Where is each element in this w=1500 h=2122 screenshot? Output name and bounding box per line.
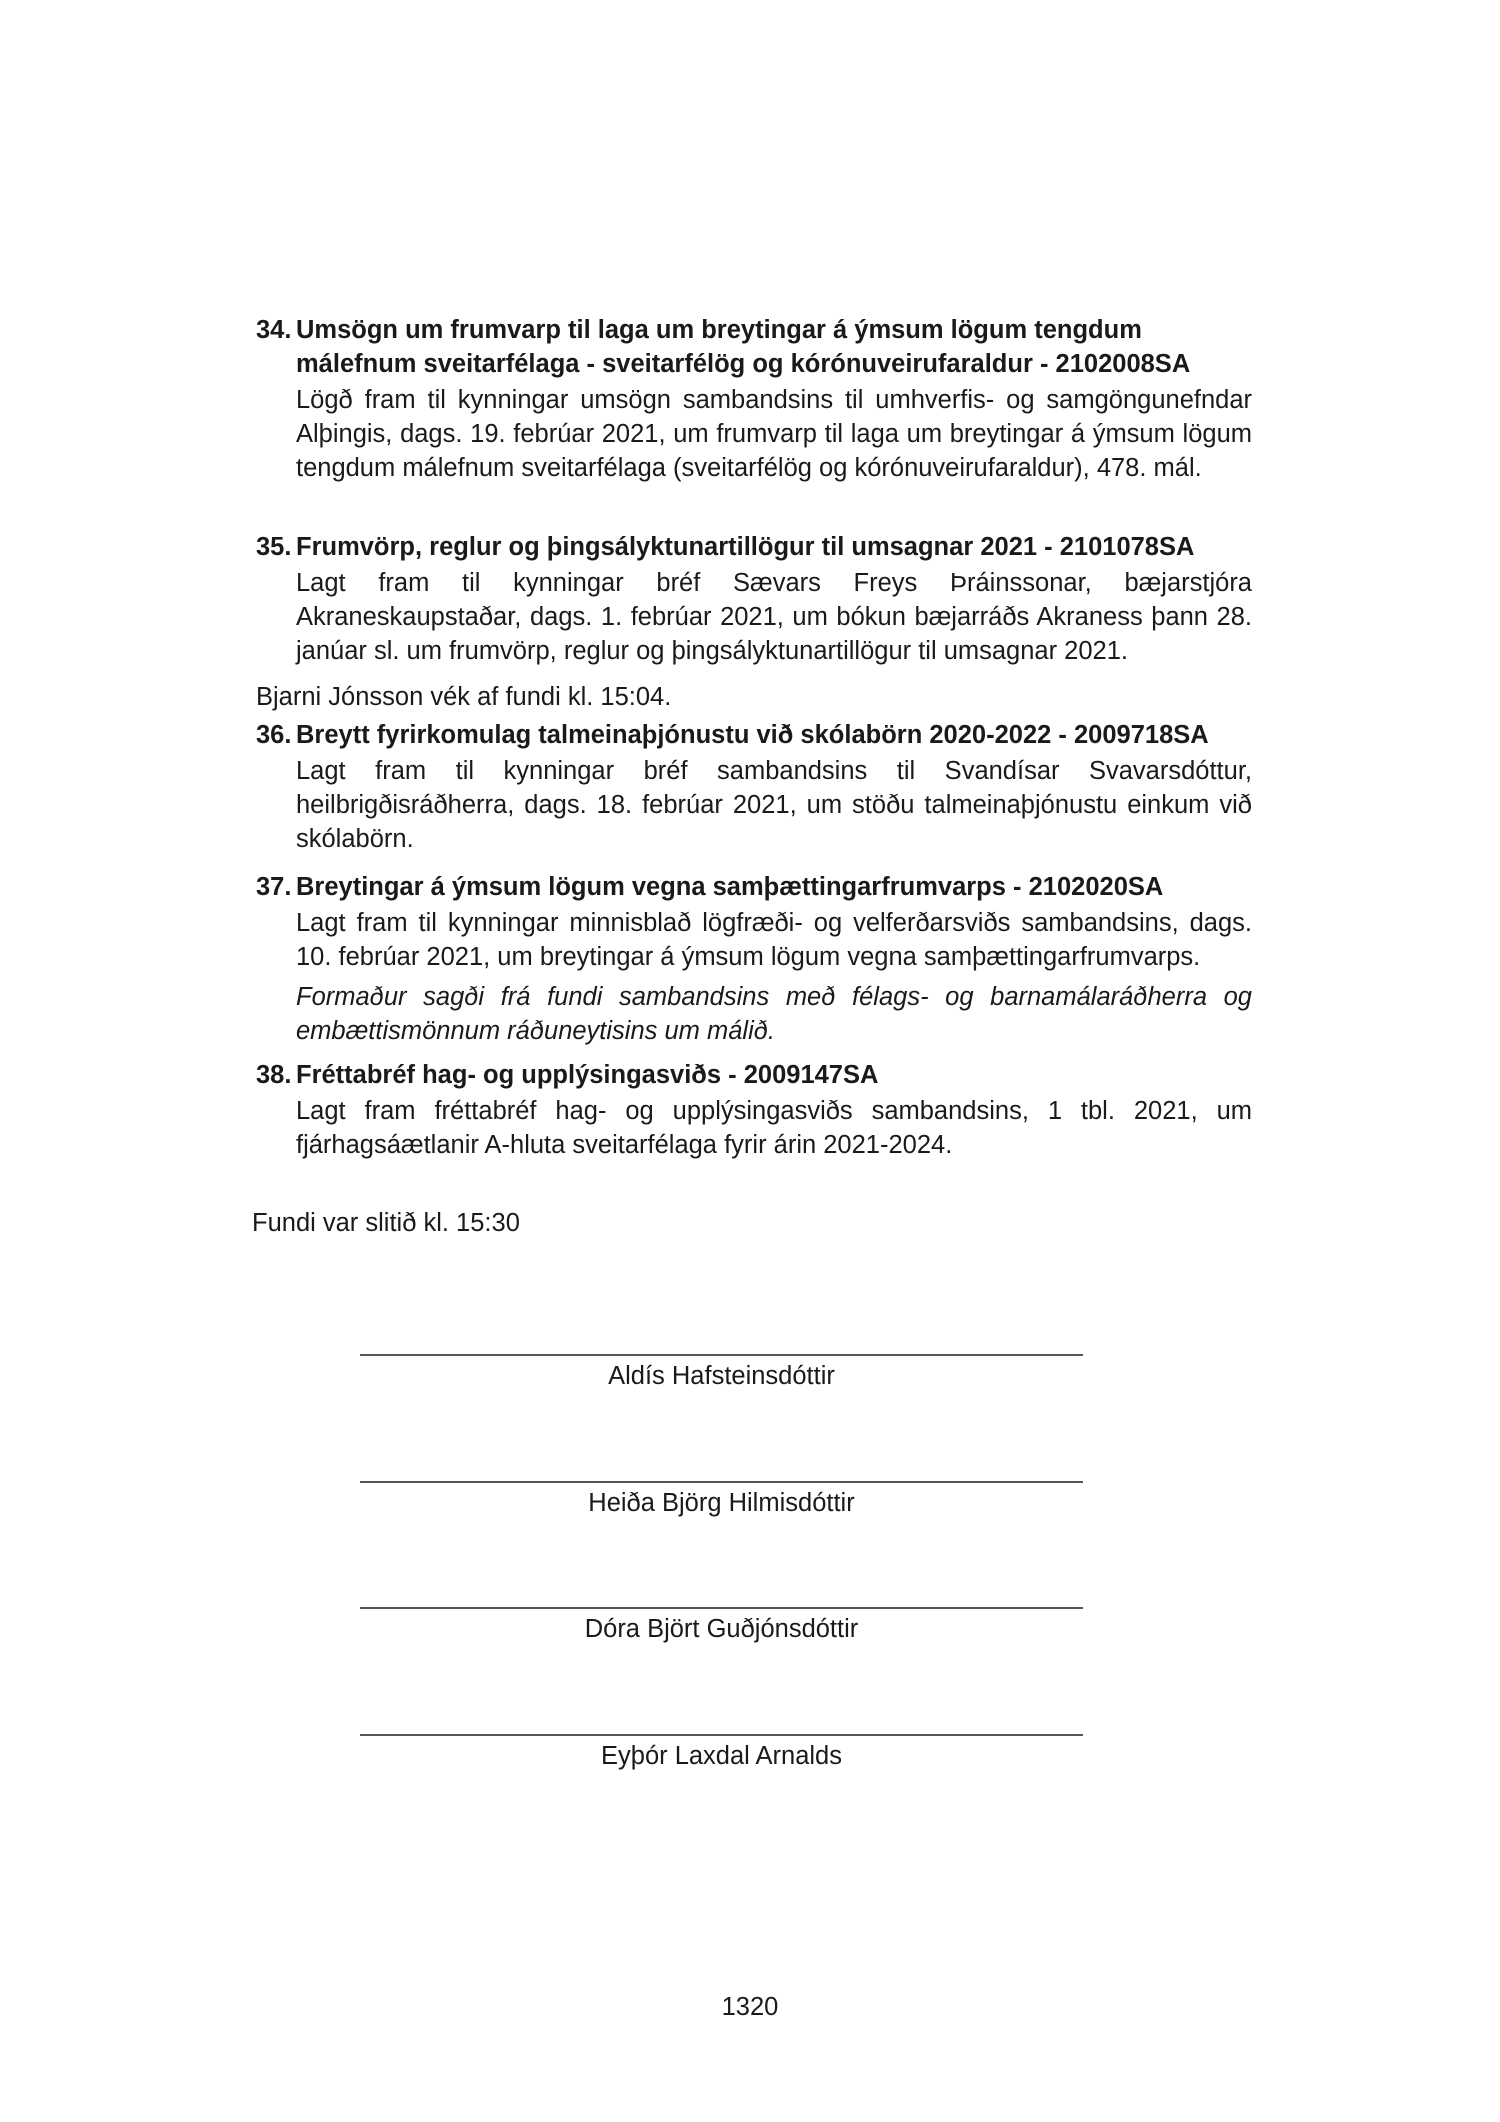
agenda-item-35	[256, 530, 1252, 668]
agenda-item-title: Frumvörp, reglur og þingsályktunartillögur til umsagnar 2021 - 2101078SA	[296, 533, 1195, 561]
agenda-item-number: 36.	[256, 721, 292, 749]
agenda-item-body: Lagt fram til kynningar minnisblað lögfræði- og velferðarsviðs sambandsins, dags. 10. febrúar 2021, um breytingar á ýmsum lögum vegna samþættingarfrumvarps.	[296, 909, 1252, 971]
agenda-item-heading	[256, 530, 1252, 564]
closing-note: Fundi var slitið kl. 15:30	[252, 1209, 520, 1237]
signature-line	[360, 1481, 1083, 1483]
agenda-item-title: Fréttabréf hag- og upplýsingasviðs - 2009147SA	[296, 1061, 879, 1089]
agenda-item-heading	[256, 313, 1252, 381]
departure-note: Bjarni Jónsson vék af fundi kl. 15:04.	[256, 683, 672, 711]
agenda-item-title: Breytingar á ýmsum lögum vegna samþættingarfrumvarps - 2102020SA	[296, 873, 1164, 901]
agenda-item-38	[256, 1058, 1252, 1162]
agenda-item-34	[256, 313, 1252, 485]
agenda-item-title: Breytt fyrirkomulag talmeinaþjónustu við skólabörn 2020-2022 - 2009718SA	[296, 721, 1209, 749]
signature-line	[360, 1354, 1083, 1356]
agenda-item-body: Lagt fram fréttabréf hag- og upplýsingasviðs sambandsins, 1 tbl. 2021, um fjárhagsáætlanir A-hluta sveitarfélaga fyrir árin 2021-2024.	[296, 1097, 1252, 1159]
agenda-item-number: 34.	[256, 316, 292, 344]
agenda-item-37	[256, 870, 1252, 1048]
agenda-item-note: Formaður sagði frá fundi sambandsins með félags- og barnamálaráðherra og embættismönnum ráðuneytisins um málið.	[296, 983, 1252, 1045]
agenda-item-body: Lagt fram til kynningar bréf Sævars Freys Þráinssonar, bæjarstjóra Akraneskaupstaðar, dags. 1. febrúar 2021, um bókun bæjarráðs Akraness þann 28. janúar sl. um frumvörp, reglur og þingsályktunartillögur til umsagnar 2021.	[296, 569, 1252, 665]
agenda-item-36	[256, 718, 1252, 856]
signature-line	[360, 1734, 1083, 1736]
page-number: 1320	[721, 1993, 779, 2021]
agenda-item-number: 35.	[256, 533, 292, 561]
signature-name: Dóra Björt Guðjónsdóttir	[584, 1615, 859, 1643]
agenda-item-heading	[256, 718, 1252, 752]
agenda-item-number: 37.	[256, 873, 292, 901]
agenda-item-body: Lögð fram til kynningar umsögn sambandsins til umhverfis- og samgöngunefndar Alþingis, dags. 19. febrúar 2021, um frumvarp til laga um breytingar á ýmsum lögum tengdum málefnum sveitarfélaga (sveitarfélög og kórónuveirufaraldur), 478. mál.	[296, 386, 1252, 482]
agenda-item-title: Umsögn um frumvarp til laga um breytingar á ýmsum lögum tengdum málefnum sveitarfélaga - sveitarfélög og kórónuveirufaraldur - 2102008SA	[296, 316, 1191, 378]
agenda-item-heading	[256, 1058, 1252, 1092]
signature-line	[360, 1607, 1083, 1609]
agenda-item-number: 38.	[256, 1061, 292, 1089]
signature-name: Heiða Björg Hilmisdóttir	[588, 1489, 855, 1517]
signature-name: Eyþór Laxdal Arnalds	[601, 1742, 842, 1770]
agenda-item-heading	[256, 870, 1252, 904]
agenda-item-body: Lagt fram til kynningar bréf sambandsins til Svandísar Svavarsdóttur, heilbrigðisráðherra, dags. 18. febrúar 2021, um stöðu talmeinaþjónustu einkum við skólabörn.	[296, 757, 1252, 853]
signature-name: Aldís Hafsteinsdóttir	[608, 1362, 835, 1390]
